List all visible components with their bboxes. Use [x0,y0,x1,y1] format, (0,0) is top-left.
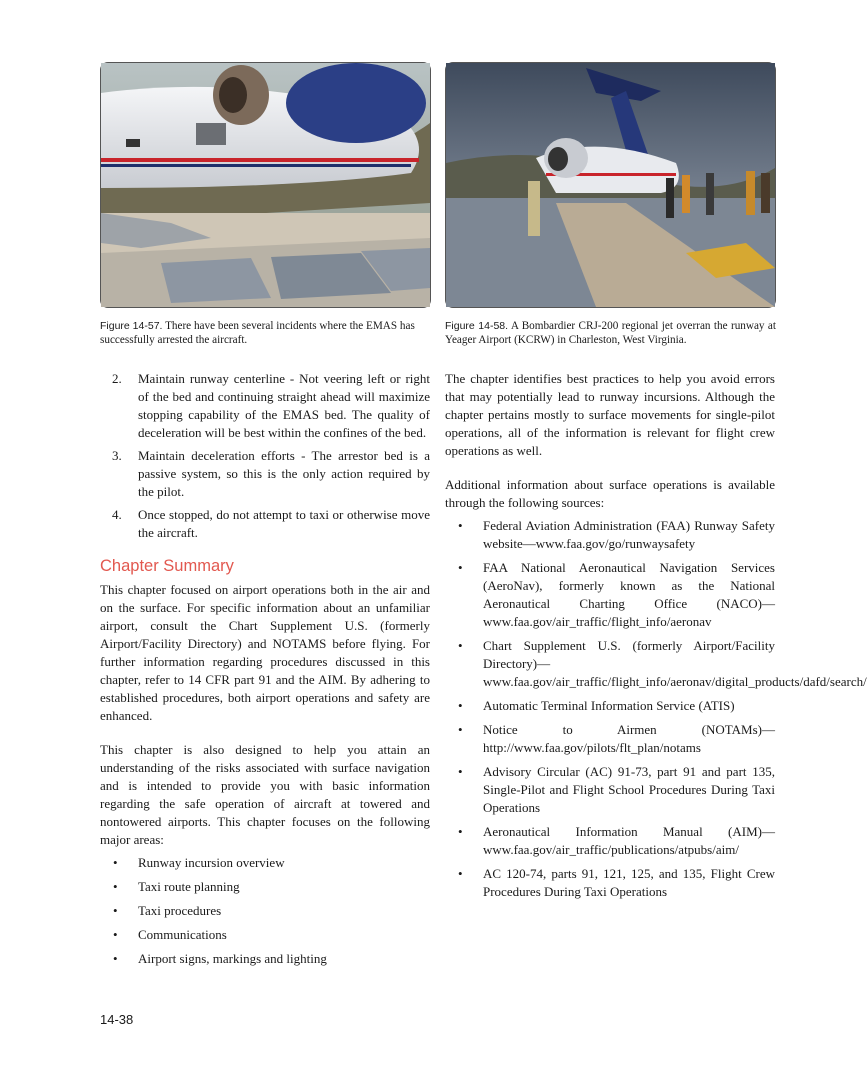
list-item [445,721,775,757]
list-item-text: Aeronautical Information Manual (AIM)—www.faa.gov/air_traffic/publications/atpubs/aim/ [483,824,775,857]
list-item-text: Runway incursion overview [138,855,285,870]
list-item-text: Advisory Circular (AC) 91-73, part 91 and part 135, Single-Pilot and Flight School Procedures During Taxi Operations [483,764,775,815]
figure-14-58-caption [445,319,776,347]
bullet: • [458,518,463,533]
list-item [100,370,430,442]
body-paragraph: The chapter identifies best practices to help you avoid errors that may potentially lead to runway incursions. Although the chapter pertains mostly to surface movements for single-pilot operations, all of the information is relevant for flight crew operations as well. [445,371,775,458]
list-item [100,950,430,968]
list-item [100,902,430,920]
step-text: Maintain deceleration efforts - The arrestor bed is a passive system, so this is the only action required by the pilot. [138,448,430,499]
list-item [445,763,775,817]
list-item-text: Chart Supplement U.S. (formerly Airport/Facility Directory)—www.faa.gov/air_traffic/flight_info/aeronav/digital_products/dafd/search/ [483,638,867,689]
figure-caption-text: There have been several incidents where the EMAS has successfully arrested the aircraft. [100,320,415,346]
step-number: 3. [112,448,122,463]
bullet: • [113,927,118,942]
left-column [100,370,430,974]
body-paragraph: Additional information about surface operations is available through the following sources: [445,477,775,510]
bullet: • [458,638,463,653]
emas-steps-list [100,370,430,542]
bullet: • [458,824,463,839]
figure-14-58-photo [445,62,776,308]
list-item [100,878,430,896]
bullet: • [113,879,118,894]
list-item-text: Automatic Terminal Information Service (ATIS) [483,698,735,713]
list-item [100,447,430,501]
list-item [445,517,775,553]
list-item-text: Notice to Airmen (NOTAMs)—http://www.faa.gov/pilots/flt_plan/notams [483,722,775,755]
bullet: • [458,560,463,575]
list-item [445,865,775,901]
list-item [445,637,867,691]
step-number: 2. [112,371,122,386]
page-number: 14-38 [100,1012,134,1027]
major-areas-list [100,854,430,968]
list-item [445,823,775,859]
summary-paragraph: This chapter is also designed to help you attain an understanding of the risks associated with surface navigation and is intended to provide you with basic information regarding the safe operation of aircraft at towered and nontowered airports. This chapter focuses on the following major areas: [100,742,430,847]
list-item-text: Taxi route planning [138,879,240,894]
list-item-text: Federal Aviation Administration (FAA) Runway Safety website—www.faa.gov/go/runwaysafety [483,518,775,551]
list-item [445,559,775,631]
list-item-text: Airport signs, markings and lighting [138,951,327,966]
bullet: • [113,903,118,918]
sources-list [445,517,867,901]
summary-paragraph: This chapter focused on airport operations both in the air and on the surface. For specific information about an unfamiliar airport, consult the Chart Supplement U.S. (formerly Airport/Facility Directory) and NOTAMS before flying. For further information regarding procedures discussed in this chapter, refer to 14 CFR part 91 and the AIM. By adhering to established procedures, both airport operations and safety are enhanced. [100,582,430,723]
list-item-text: Taxi procedures [138,903,222,918]
bullet: • [458,764,463,779]
figure-14-57-caption [100,319,431,347]
list-item [100,926,430,944]
section-heading: Chapter Summary [100,557,234,575]
figure-caption-text: A Bombardier CRJ-200 regional jet overran the runway at Yeager Airport (KCRW) in Charleston, West Virginia. [445,320,776,346]
list-item-text: FAA National Aeronautical Navigation Services (AeroNav), formerly known as the National Aeronautical Charting Office (NACO)—www.faa.gov/air_traffic/flight_info/aeronav [483,560,775,629]
step-number: 4. [112,507,122,522]
step-text: Maintain runway centerline - Not veering left or right of the bed and continuing straight ahead will maximize stopping capability of the EMAS bed. The quality of deceleration will be best within the confines of the bed. [138,371,430,440]
bullet: • [458,722,463,737]
bullet: • [458,698,463,713]
bullet: • [113,951,118,966]
right-column [445,370,867,907]
bullet: • [113,855,118,870]
list-item [445,697,775,715]
list-item-text: Communications [138,927,227,942]
list-item-text: AC 120-74, parts 91, 121, 125, and 135, Flight Crew Procedures During Taxi Operations [483,866,775,899]
step-text: Once stopped, do not attempt to taxi or otherwise move the aircraft. [138,507,430,540]
figure-14-57-photo [100,62,431,308]
bullet: • [458,866,463,881]
figure-number: Figure 14-57. [100,320,163,332]
list-item [100,854,430,872]
list-item [100,506,430,542]
figure-number: Figure 14-58. [445,320,509,332]
